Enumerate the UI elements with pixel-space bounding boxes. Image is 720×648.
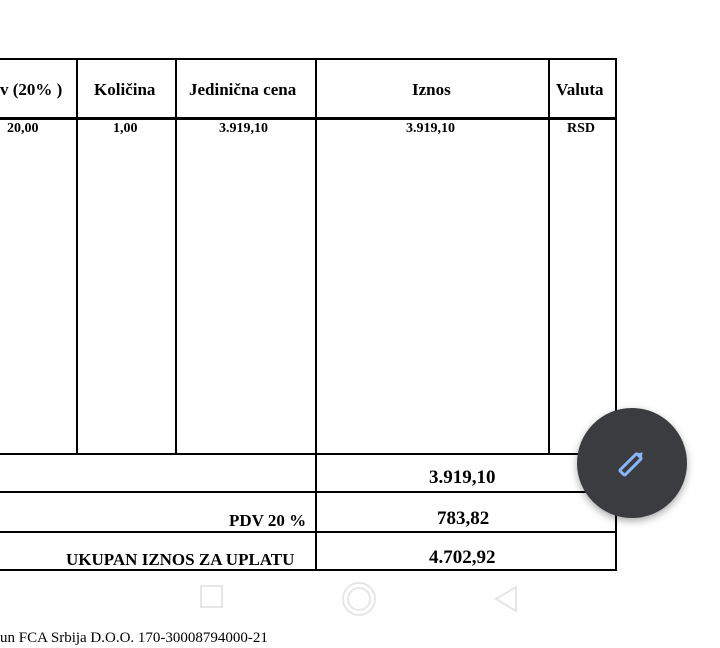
subtotal-value: 3.919,10 (429, 467, 496, 488)
home-circle-icon[interactable] (340, 580, 378, 623)
body-bottom-border (0, 453, 617, 455)
total-value: 4.702,92 (429, 547, 496, 568)
table-top-border (0, 58, 617, 60)
recents-square-icon[interactable] (199, 582, 225, 613)
vat-label: PDV 20 % (229, 511, 307, 530)
cell-amount: 3.919,10 (406, 121, 455, 136)
col-divider-3 (315, 58, 317, 571)
cell-vat-rate: 20,00 (7, 121, 39, 136)
col-divider-1 (76, 58, 78, 455)
header-vat-rate: v (20% ) (0, 80, 63, 99)
header-quantity: Količina (94, 80, 156, 99)
cell-currency: RSD (567, 121, 596, 136)
edit-button[interactable] (577, 408, 687, 518)
header-amount: Iznos (412, 80, 451, 99)
header-bottom-border (0, 117, 617, 120)
col-divider-4 (548, 58, 550, 455)
back-triangle-icon[interactable] (492, 584, 520, 619)
vat-bottom-border (0, 531, 617, 533)
col-divider-2 (175, 58, 177, 455)
pencil-icon (612, 443, 652, 483)
total-label: UKUPAN IZNOS ZA UPLATU (66, 550, 295, 569)
vat-value: 783,82 (437, 508, 490, 529)
header-unit-price: Jedinična cena (189, 80, 297, 99)
cell-quantity: 1,00 (113, 121, 138, 136)
subtotal-bottom-border (0, 491, 617, 493)
footer-bank-account: un FCA Srbija D.O.O. 170-30008794000-21 (0, 630, 268, 646)
cell-unit-price: 3.919,10 (219, 121, 268, 136)
header-currency: Valuta (556, 80, 604, 99)
